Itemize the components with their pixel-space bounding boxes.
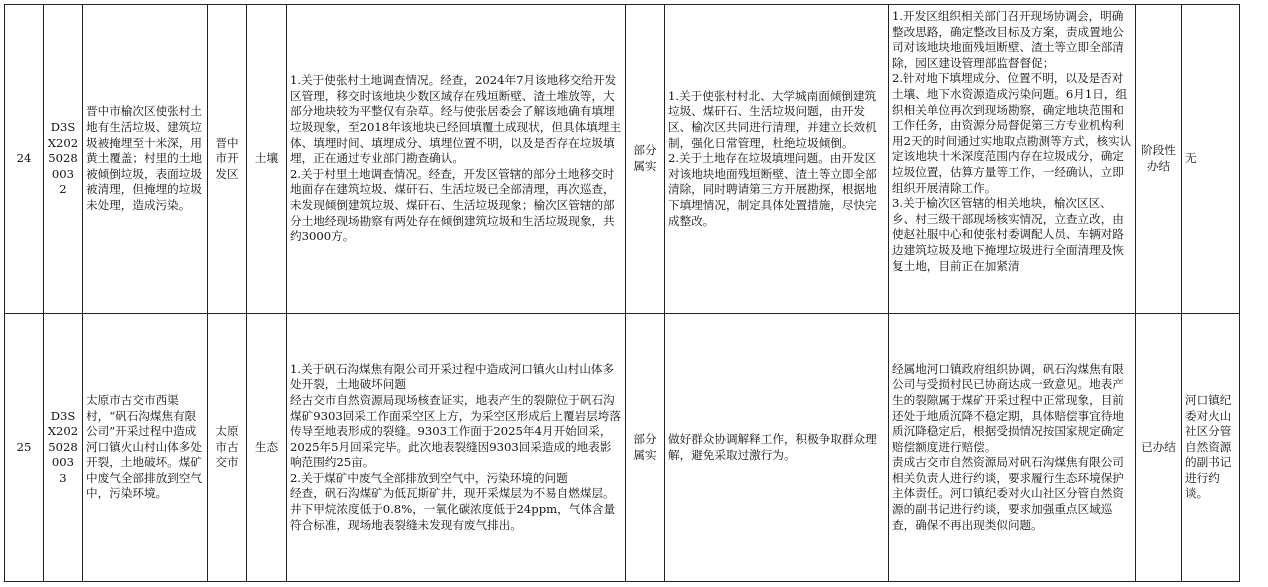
complaint-content: 太原市古交市西渠村，“矾石沟煤焦有限公司”开采过程中造成河口镇火山村山体多处开裂，土地破坏。煤矿中废气全部排放到空气中，污染环境。 [83,314,208,582]
accountability: 河口镇纪委对火山社区分管自然资源的副书记进行约谈。 [1182,314,1240,582]
pollution-type: 生态 [247,314,287,582]
completion-status: 阶段性办结 [1136,5,1182,314]
complaint-content: 晋中市榆次区使张村土地有生活垃圾、建筑垃圾被掩埋至十米深，用黄土覆盖；村里的土地被倾倒垃圾，表面垃圾被清理，但掩埋的垃圾未处理，造成污染。 [83,5,208,314]
rectification-measures: 1.关于使张村村北、大学城南面倾倒建筑垃圾、煤矸石、生活垃圾问题，由开发区、榆次区共同进行清理，并建立长效机制，强化日常管理，杜绝垃圾倾倒。 2.关于土地存在垃圾填埋问题。由开发区对该地块地面残垣断壁、渣土等立即全部清除，同时聘请第三方开展勘探，根据地下填埋情况，制定具体处置措施，尽快完成整改。 [665,5,889,314]
investigation-findings: 1.关于使张村土地调查情况。经查，2024年7月该地移交给开发区管理，移交时该地块少数区域存在残垣断壁、渣土堆放等，大部分地块较为平整仅有杂草。经与使张居委会了解该地确有填埋垃圾现象，至2018年该地块已经回填覆土成现状，但具体填埋主体、填埋时间、填埋成分、填埋位置不明，以及是否存在垃圾填埋，正在通过专业部门勘查确认。 2.关于村里土地调查情况。经查，开发区管辖的部分土地移交时地面存在建筑垃圾、煤矸石、生活垃圾已全部清理，再次巡查，未发现倾倒建筑垃圾、煤矸石、生活垃圾现象；榆次区管辖的部分土地经现场勘察有两处存在倾倒建筑垃圾和生活垃圾现象，共约3000方。 [287,5,626,314]
accountability: 无 [1182,5,1240,314]
rectification-measures: 做好群众协调解释工作，积极争取群众理解，避免采取过激行为。 [665,314,889,582]
pollution-type: 土壤 [247,5,287,314]
region: 晋中市开发区 [208,5,247,314]
table-row [5,5,1240,314]
rectification-progress: 1.开发区组织相关部门召开现场协调会，明确整改思路，确定整改目标及方案，责成置地公司对该地块地面残垣断壁、渣土等立即全部清除，园区建设管理部监督督促； 2.针对地下填埋成分、位置不明，以及是否对土壤、地下水资源造成污染问题。6月1日，组织相关单位再次到现场勘察，确定地块范围和工作任务，由资源分局督促第三方专业机构利用2天的时间通过实地取点勘测等方式，核实认定该地块十米深度范围内存在垃圾成分，确定垃圾位置，估算方量等工作，一经确认，立即组织开展清除工作。 3.关于榆次区管辖的相关地块，榆次区区、乡、村三级干部现场核实情况，立查立改，由使赵社服中心和使张村委调配人员、车辆对路边建筑垃圾及地下掩埋垃圾进行全面清理及恢复土地，目前正在加紧清 [889,5,1136,314]
table-row [5,314,1240,582]
case-code: D3SX2025028003 3 [44,314,83,582]
case-code: D3SX2025028003 2 [44,5,83,314]
rectification-progress: 经属地河口镇政府组织协调，矾石沟煤焦有限公司与受损村民已协商达成一致意见。地表产生的裂隙属于煤矿开采过程中正常现象，目前还处于地质沉降不稳定期，具体赔偿事宜待地质沉降稳定后，根据受损情况按国家规定确定赔偿额度进行赔偿。 责成古交市自然资源局对矾石沟煤焦有限公司相关负责人进行约谈，要求履行生态环境保护主体责任。河口镇纪委对火山社区分管自然资源的副书记进行约谈，要求加强重点区域巡查，确保不再出现类似问题。 [889,314,1136,582]
region: 太原市古交市 [208,314,247,582]
row-number: 25 [5,314,44,582]
row-number: 24 [5,5,44,314]
verdict: 部分属实 [626,5,665,314]
verdict: 部分属实 [626,314,665,582]
complaint-table [4,4,1240,582]
completion-status: 已办结 [1136,314,1182,582]
investigation-findings: 1.关于矾石沟煤焦有限公司开采过程中造成河口镇火山村山体多处开裂，土地破坏问题 经古交市自然资源局现场核查证实，地表产生的裂隙位于矾石沟煤矿9303回采工作面采空区上方，为采空区形成后上覆岩层垮落传导至地表形成的裂缝。9303工作面于2025年4月开始回采，2025年5月回采完毕。此次地表裂缝因9303回采造成的地表影响范围约25亩。 2.关于煤矿中废气全部排放到空气中，污染环境的问题 经查，矾石沟煤矿为低瓦斯矿井，现开采煤层为不易自燃煤层。井下甲烷浓度低于0.8%，一氧化碳浓度低于24ppm，气体含量符合标准，现场地表裂缝未发现有废气排出。 [287,314,626,582]
